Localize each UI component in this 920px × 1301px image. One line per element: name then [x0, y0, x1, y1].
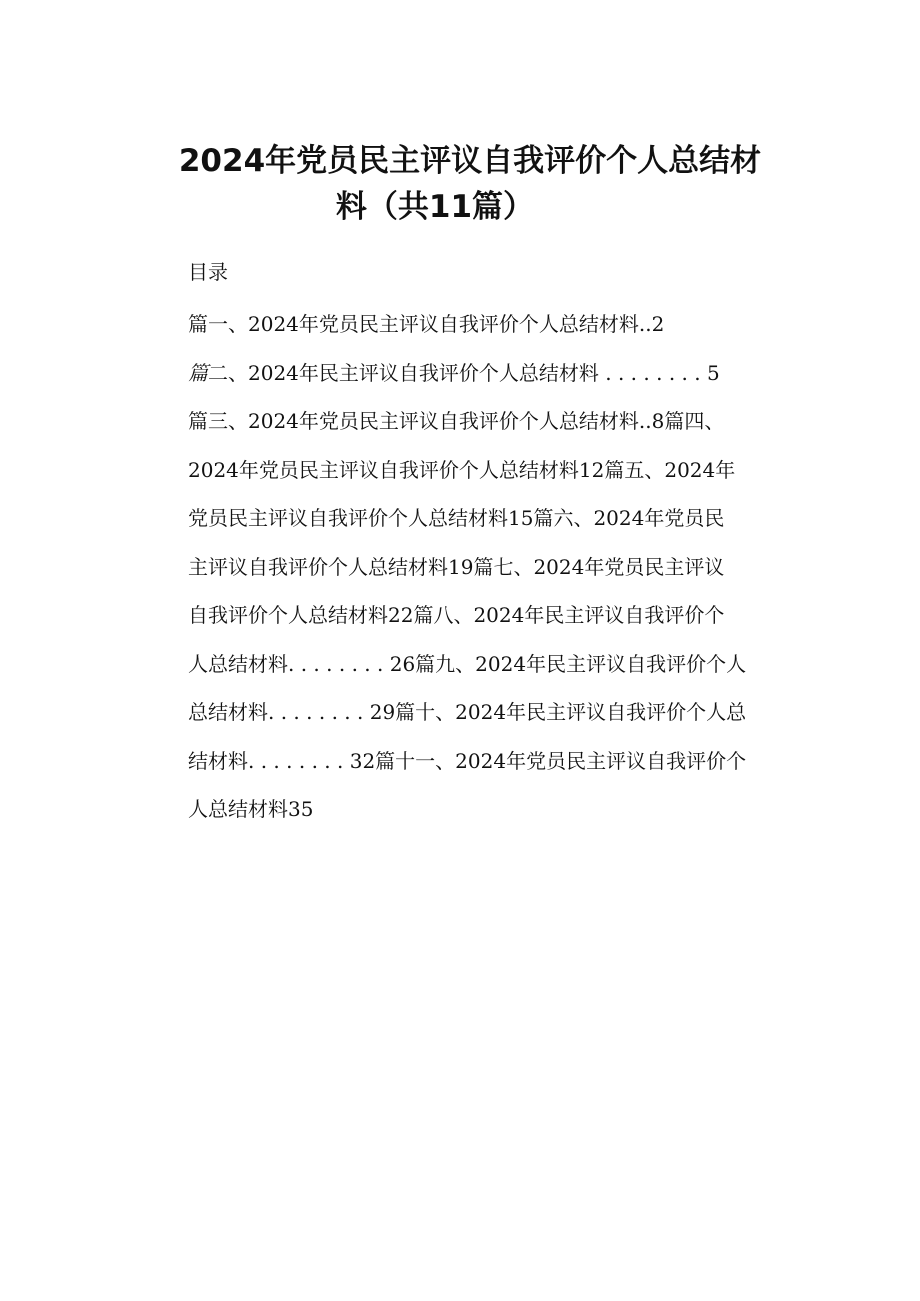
toc-line: 主评议自我评价个人总结材料19篇七、2024年党员民主评议 [188, 554, 725, 579]
toc-line: 党员民主评议自我评价个人总结材料15篇六、2024年党员民 [188, 506, 725, 530]
title-line-2: 料（共11篇） [335, 189, 535, 225]
title-line-1: 2024年党员民主评议自我评价个人总结材 [178, 143, 762, 179]
table-of-contents [188, 300, 800, 834]
document-title [140, 138, 800, 230]
toc-line: 人总结材料. . . . . . . . 26篇九、2024年民主评议自我评价个人 [188, 651, 747, 676]
toc-line: 总结材料. . . . . . . . 29篇十、2024年民主评议自我评价个人总 [188, 700, 747, 724]
toc-heading: 目录 [188, 260, 228, 284]
toc-line: 人总结材料35 [188, 797, 314, 821]
toc-line-prefix: 篇 [188, 360, 208, 385]
toc-line: 2024年党员民主评议自我评价个人总结材料12篇五、2024年 [188, 457, 736, 482]
toc-line: 结材料. . . . . . . . 32篇十一、2024年党员民主评议自我评价个 [188, 748, 747, 773]
toc-line: 篇一、2024年党员民主评议自我评价个人总结材料..2 [188, 312, 665, 336]
toc-line [188, 349, 800, 398]
toc-line-text: 二、2024年民主评议自我评价个人总结材料 . . . . . . . . 5 [208, 360, 720, 385]
toc-line: 自我评价个人总结材料22篇八、2024年民主评议自我评价个 [188, 603, 725, 627]
toc-line: 篇三、2024年党员民主评议自我评价个人总结材料..8篇四、 [188, 409, 725, 433]
